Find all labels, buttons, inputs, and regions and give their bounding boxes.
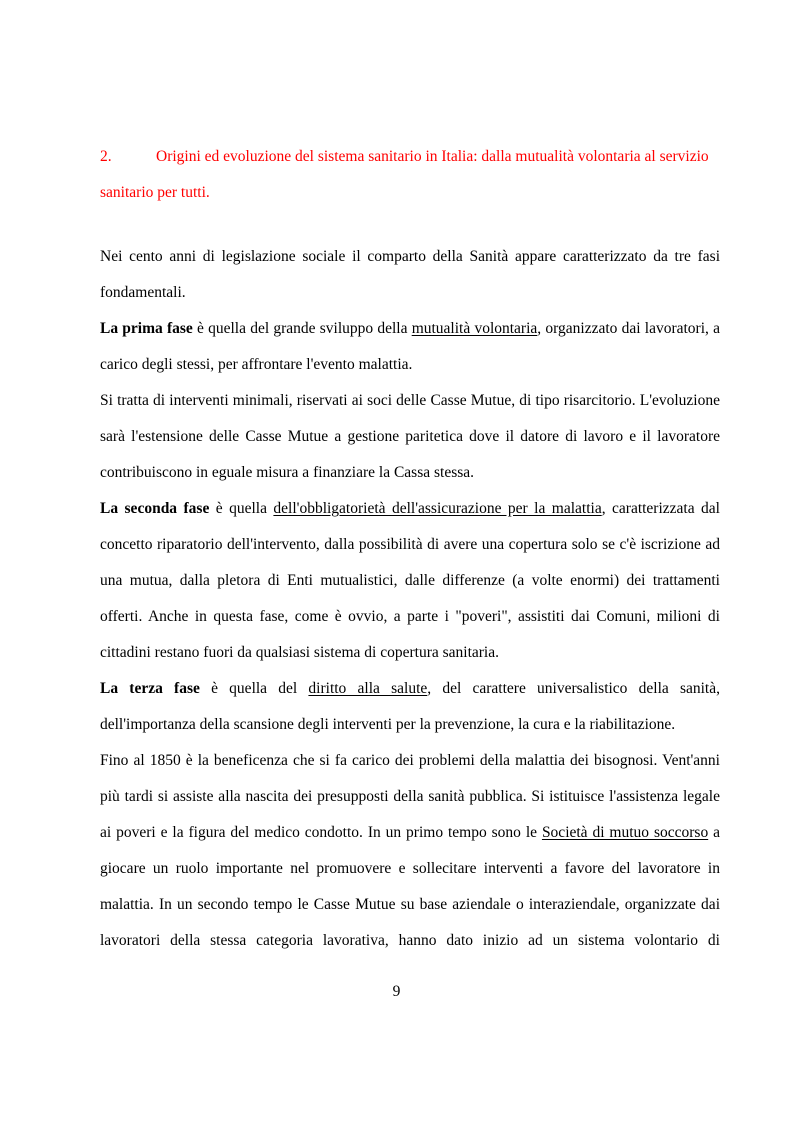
section-title: Origini ed evoluzione del sistema sanitario in Italia: dalla mutualità volontaria al servizio sanitario per tutti.: [100, 148, 709, 201]
third-phase-lead: La terza fase: [100, 680, 200, 697]
term-obbligatorieta: dell'obbligatorietà dell'assicurazione per la malattia: [273, 500, 602, 517]
section-number: 2.: [100, 148, 112, 165]
body-text: [100, 239, 720, 959]
page-number: 9: [392, 983, 401, 1000]
first-phase-lead: La prima fase: [100, 320, 193, 337]
paragraph-second-phase: La seconda fase è quella dell'obbligatorietà dell'assicurazione per la malattia, caratterizzata dal concetto riparatorio dell'intervento, dalla possibilità di avere una copertura solo se c'è iscrizione ad una mutua, dalla pletora di Enti mutualistici, dalle differenze (a volte enormi) dei trattamenti offerti. Anche in questa fase, come è ovvio, a parte i "poveri", assistiti dai Comuni, milioni di cittadini restano fuori da qualsiasi sistema di copertura sanitaria.: [100, 500, 720, 661]
term-mutualita-volontaria: mutualità volontaria: [411, 320, 538, 337]
paragraph-intro: Nei cento anni di legislazione sociale il comparto della Sanità appare caratterizzato da tre fasi fondamentali.: [100, 248, 720, 301]
term-societa-mutuo-soccorso: Società di mutuo soccorso: [541, 824, 709, 841]
paragraph-first-phase: La prima fase è quella del grande sviluppo della mutualità volontaria, organizzato dai lavoratori, a carico degli stessi, per affrontare l'evento malattia.: [100, 320, 720, 373]
term-diritto-alla-salute: diritto alla salute: [308, 680, 428, 697]
second-phase-lead: La seconda fase: [100, 500, 210, 517]
section-heading: [100, 139, 720, 211]
paragraph-third-phase: La terza fase è quella del diritto alla salute, del carattere universalistico della sanità, dell'importanza della scansione degli interventi per la prevenzione, la cura e la riabilitazione.: [100, 680, 720, 733]
paragraph-minimal-interventions: Si tratta di interventi minimali, riservati ai soci delle Casse Mutue, di tipo risarcitorio. L'evoluzione sarà l'estensione delle Casse Mutue a gestione paritetica dove il datore di lavoro e il lavoratore contribuiscono in eguale misura a finanziare la Cassa stessa.: [100, 392, 720, 481]
paragraph-history: Fino al 1850 è la beneficenza che si fa carico dei problemi della malattia dei bisognosi. Vent'anni più tardi si assiste alla nascita dei presupposti della sanità pubblica. Si istituisce l'assistenza legale ai poveri e la figura del medico condotto. In un primo tempo sono le Società di mutuo soccorso a giocare un ruolo importante nel promuovere e sollecitare interventi a favore del lavoratore in malattia. In un secondo tempo le Casse Mutue su base aziendale o interaziendale, organizzate dai lavoratori della stessa categoria lavorativa, hanno dato inizio ad un sistema volontario di: [100, 752, 720, 949]
